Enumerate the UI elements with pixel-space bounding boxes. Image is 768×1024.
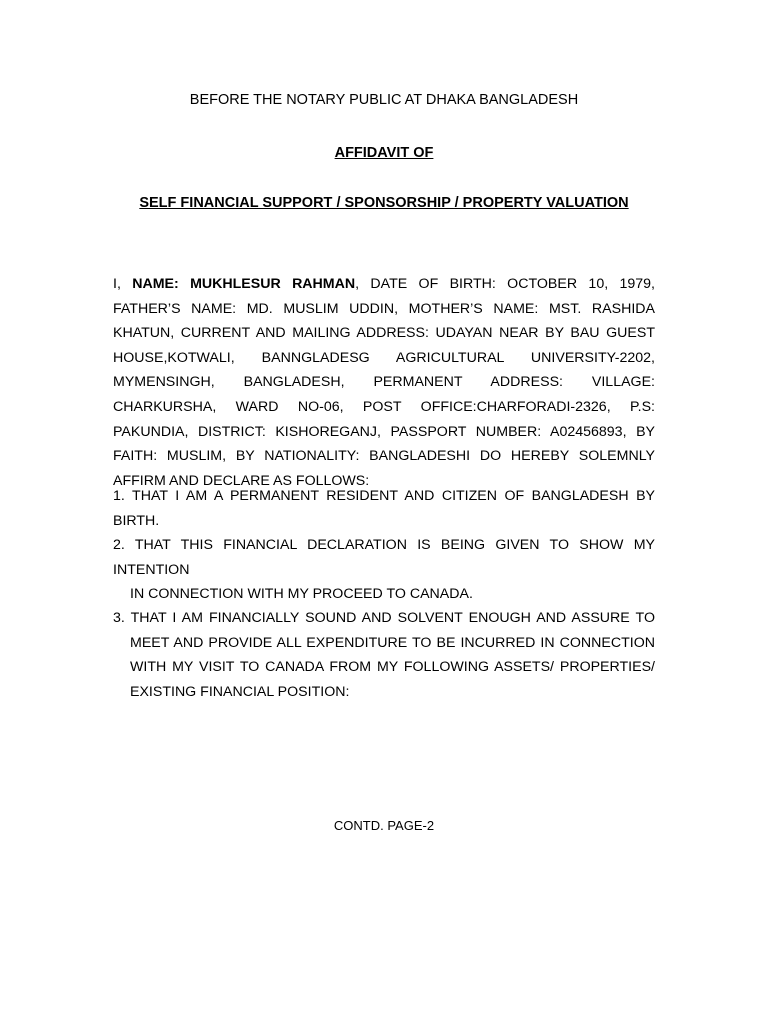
document-title: AFFIDAVIT OF	[334, 145, 434, 161]
intro-prefix: I,	[113, 276, 133, 292]
document-header: BEFORE THE NOTARY PUBLIC AT DHAKA BANGLADESH	[189, 92, 579, 108]
page-continuation-note: CONTD. PAGE-2	[333, 818, 435, 833]
declaration-item-3-continuation: MEET AND PROVIDE ALL EXPENDITURE TO BE INCURRED IN CONNECTION WITH MY VISIT TO CANADA FROM MY FOLLOWING ASSETS/ PROPERTIES/	[130, 634, 655, 676]
declaration-item-1-text: 1. THAT I AM A PERMANENT RESIDENT AND CITIZEN OF BANGLADESH BY BIRTH.	[113, 488, 655, 529]
declaration-item-3-last-line: EXISTING FINANCIAL POSITION:	[130, 683, 350, 700]
declaration-item-2	[113, 533, 655, 607]
document-subtitle: SELF FINANCIAL SUPPORT / SPONSORSHIP / PROPERTY VALUATION	[139, 195, 629, 211]
declaration-item-3	[113, 606, 655, 704]
declaration-item-1	[113, 484, 655, 533]
declaration-item-2-line-1: 2. THAT THIS FINANCIAL DECLARATION IS BEING GIVEN TO SHOW MY INTENTION	[113, 537, 655, 578]
declaration-item-2-continuation: IN CONNECTION WITH MY PROCEED TO CANADA.	[130, 586, 473, 603]
intro-details: , DATE OF BIRTH: OCTOBER 10, 1979, FATHER’S NAME: MD. MUSLIM UDDIN, MOTHER’S NAME: MST. RASHIDA KHATUN, CURRENT AND MAILING ADDRESS: UDAYAN NEAR BY BAU GUEST HOUSE,KOTWALI, BANNGLADESG AGRICULTURAL UNIVERSITY-2202, MYMENSINGH, BANGLADESH, PERMANENT ADDRESS: VILLAGE: CHARKURSHA, WARD NO-06, POST OFFICE:CHARFORADI-2326, P.S: PAKUNDIA, DISTRICT: KISHOREGANJ, PASSPORT NUMBER: A02456893, BY FAITH: MUSLIM, BY NATIONALITY: BANGLADESHI DO HEREBY SOLEMNLY AFFIRM AND DECLARE AS FOLLOWS:	[113, 276, 656, 489]
declaration-item-3-line-1: 3. THAT I AM FINANCIALLY SOUND AND SOLVENT ENOUGH AND ASSURE TO	[113, 610, 655, 626]
declarant-name: NAME: MUKHLESUR RAHMAN	[132, 276, 356, 292]
intro-paragraph	[113, 272, 655, 493]
